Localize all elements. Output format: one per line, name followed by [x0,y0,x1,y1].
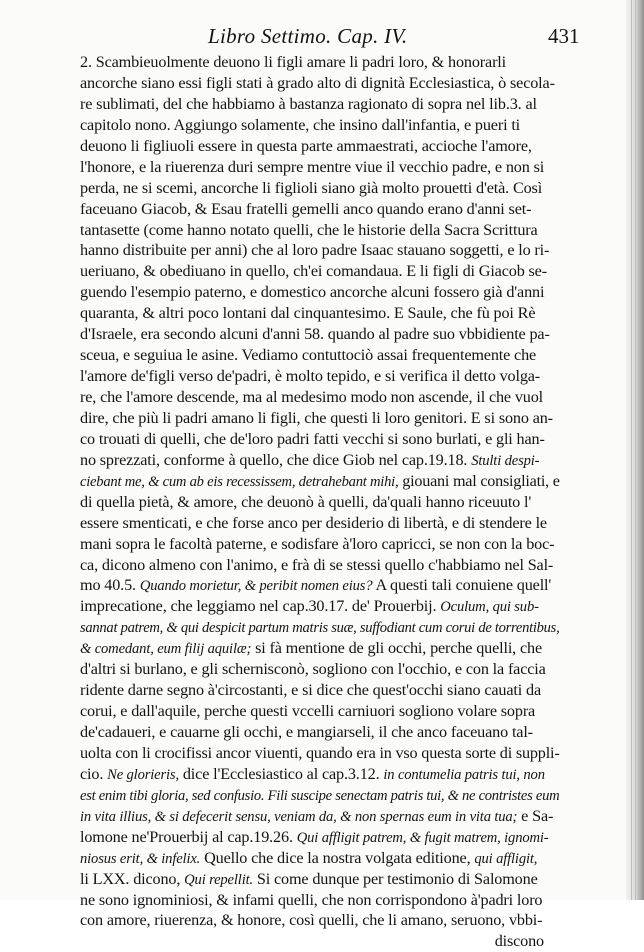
text-segment: essere smenticati, e che forse anco per desiderio di libertà, e di stendere le [80,513,547,532]
text-line [80,366,560,387]
text-line [80,722,560,743]
text-segment: imprecatione, che leggiamo nel cap.30.17. de' Prouerbij. [80,597,441,616]
text-line [80,220,560,241]
running-head: Libro Settimo. Cap. IV. [208,24,408,48]
text-line [80,345,560,366]
text-line [80,94,560,115]
italic-quotation: Quando morietur, & peribit nomen eius? [139,578,373,595]
text-segment: con amore, riuerenza, & honore, così quelli, che li amano, seruono, vbbi- [80,911,543,930]
text-segment: corui, e dall'aquile, perche questi vccelli carniuori sogliono volare sopra [80,702,536,721]
text-line [80,303,560,324]
italic-quotation: Stulti despi- [471,452,540,469]
text-line [80,910,560,931]
italic-quotation: ciebant me, & cum ab eis recessissem, detrahebant mihi, [80,473,399,490]
text-segment: Quello che dice la nostra volgata editione, [200,848,475,867]
text-line [80,282,560,303]
italic-quotation: Qui affligit patrem, & fugit matrem, ignomi- [296,829,549,846]
text-segment: ridente darne segno à'circostanti, e si dice che quest'occhi siano cauati da [80,681,541,700]
text-segment: no sprezzati, conforme à quello, che dice Giob nel cap.19.18. [80,450,472,469]
text-segment: faceuano Giacob, & Esau fratelli gemelli anco quando erano d'anni set- [80,199,532,218]
text-line [80,848,560,869]
text-line [80,387,560,408]
text-line [80,471,560,492]
text-line [80,136,560,157]
text-line [80,701,560,722]
text-segment: co trouati di quelli, che de'loro padri fatti vecchi si sono burlati, e gli han- [80,429,545,448]
italic-quotation: in vita illius, & si defecerit sensu, veniam da, & non spernas eum in vita tua; [80,808,518,825]
text-line [80,827,560,848]
text-segment: dice l'Ecclesiastico al cap.3.12. [178,764,384,783]
text-segment: d'Israele, era secondo alcuni d'anni 58. quando al padre suo vbbidiente pa- [80,325,550,344]
text-segment: d'altri si burlano, e gli schernisconò, sogliono con l'occhio, e con la faccia [80,660,546,679]
italic-quotation: niosus erit, & infelix. [80,850,201,867]
text-segment: ancorche siano essi figli stati à grado alto di dignità Ecclesiastica, ò secola- [80,73,555,92]
text-segment: Si come dunque per testimonio di Salomone [253,869,538,888]
page-header [0,22,644,52]
text-line [80,115,560,136]
italic-quotation: Ne glorieris, [107,766,179,783]
text-segment: perda, ne si scemi, ancorche li figlioli siano già molto prouetti d'età. Così [80,178,543,197]
text-segment: sceua, e seguiua le asine. Vediamo contuttociò assai frequentemente che [80,346,537,365]
text-segment: ueriuano, & obediuano in quello, ch'ei comandaua. E li figli di Giacob se- [80,262,547,281]
text-line [80,513,560,534]
text-line [80,785,560,806]
italic-quotation: sannat patrem, & qui despicit partum matris suæ, suffodiant cum corui de torrentibus, [80,620,560,637]
text-segment: quaranta, & altri poco lontani dal cinquantesimo. E Saule, che fù poi Rè [80,304,536,323]
italic-quotation: Qui repellit. [184,871,254,888]
text-line [80,596,560,617]
text-segment: A questi tali conuiene quell' [372,576,552,595]
text-segment: deuono li figliuoli essere in questa parte ammaestrati, accioche l'amore, [80,136,532,155]
text-line [80,52,560,73]
text-line [80,680,560,701]
body-text [80,52,560,952]
text-line [80,931,560,952]
text-line [80,659,560,680]
text-segment: l'amore de'figli verso de'padri, è molto tepido, e si verifica il detto volga- [80,367,541,386]
text-segment: di quella pietà, & amore, che deuonò à quelli, da'quali hanno riceuuto l' [80,492,532,511]
italic-quotation: Oculum, qui sub- [440,599,539,616]
text-line [80,429,560,450]
text-segment: guendo l'esempio paterno, e domestico ancorche alcuni fossero già d'anni [80,283,545,302]
text-segment: dire, che più li padri amano li figli, che questi li loro genitori. E si sono an- [80,408,553,427]
text-line [80,492,560,513]
text-line [80,261,560,282]
text-segment: re sublimati, del che habbiamo à bastanza ragionato di sopra nel lib.3. al [80,94,537,113]
italic-quotation: in contumelia patris tui, non [383,766,545,783]
text-line [80,764,560,785]
text-segment: 2. Scambieuolmente deuono li figli amare li padri loro, & honorarli [80,53,507,71]
text-segment: l'honore, e la riuerenza duri sempre mentre viue il vecchio padre, e non si [80,157,545,176]
italic-quotation: & comedant, eum filij aquilæ; [80,641,252,658]
text-line [80,408,560,429]
text-segment: tantasette (come hanno notato quelli, che le historie della Sacra Scrittura [80,220,538,239]
page-edge-shadow [626,0,644,900]
text-segment: capitolo nono. Aggiungo solamente, che insino dall'infantia, e pueri ti [80,115,521,134]
text-segment: lomone ne'Prouerbij al cap.19.26. [80,827,297,846]
text-line [80,617,560,638]
text-line [80,534,560,555]
text-line [80,575,560,596]
italic-quotation: est enim tibi gloria, sed confusio. Fili suscipe senectam patris tui, & ne contristes eum [80,787,560,804]
text-line [80,869,560,890]
text-line [80,157,560,178]
text-line [80,638,560,659]
text-line [80,324,560,345]
text-line [80,178,560,199]
text-segment: ne sono ignominiosi, & infami quelli, che non corrispondono à'padri loro [80,890,543,909]
text-segment: de'cadaueri, e cauarne gli occhi, e mangiarseli, il che anco faceuano tal- [80,723,533,741]
text-segment: mani sopra le facoltà paterne, e sodisfare à'loro capricci, se non con la boc- [80,534,555,553]
text-segment: e Sa- [517,806,554,825]
text-line [80,555,560,576]
text-segment: li LXX. dicono, [80,869,185,888]
text-segment: mo 40.5. [80,576,140,595]
text-segment: hanno distribuite per anni) che al loro padre Isaac stauano soggetti, e lo ri- [80,241,550,260]
text-segment: si fà mentione de gli occhi, perche quelli, che [251,639,542,658]
text-line [80,450,560,471]
text-line [80,806,560,827]
text-segment: re, che l'amore descende, ma al medesimo modo non ascende, il che vuol [80,388,544,406]
text-line [80,743,560,764]
page-number: 431 [548,24,580,48]
text-line [80,73,560,94]
italic-quotation: qui affligit, [474,850,538,867]
text-segment: cio. [80,764,108,783]
text-segment: ca, dicono almeno con l'animo, e frà di se stessi quello c'habbiamo nel Sal- [80,555,554,574]
text-line [80,199,560,220]
text-segment: discono [494,932,544,951]
text-line [80,240,560,261]
text-segment: uolta con li crocifissi ancor viuenti, quando era in vso questa sorte di suppli- [80,743,560,762]
text-segment: giouani mal consigliati, e [398,471,560,490]
